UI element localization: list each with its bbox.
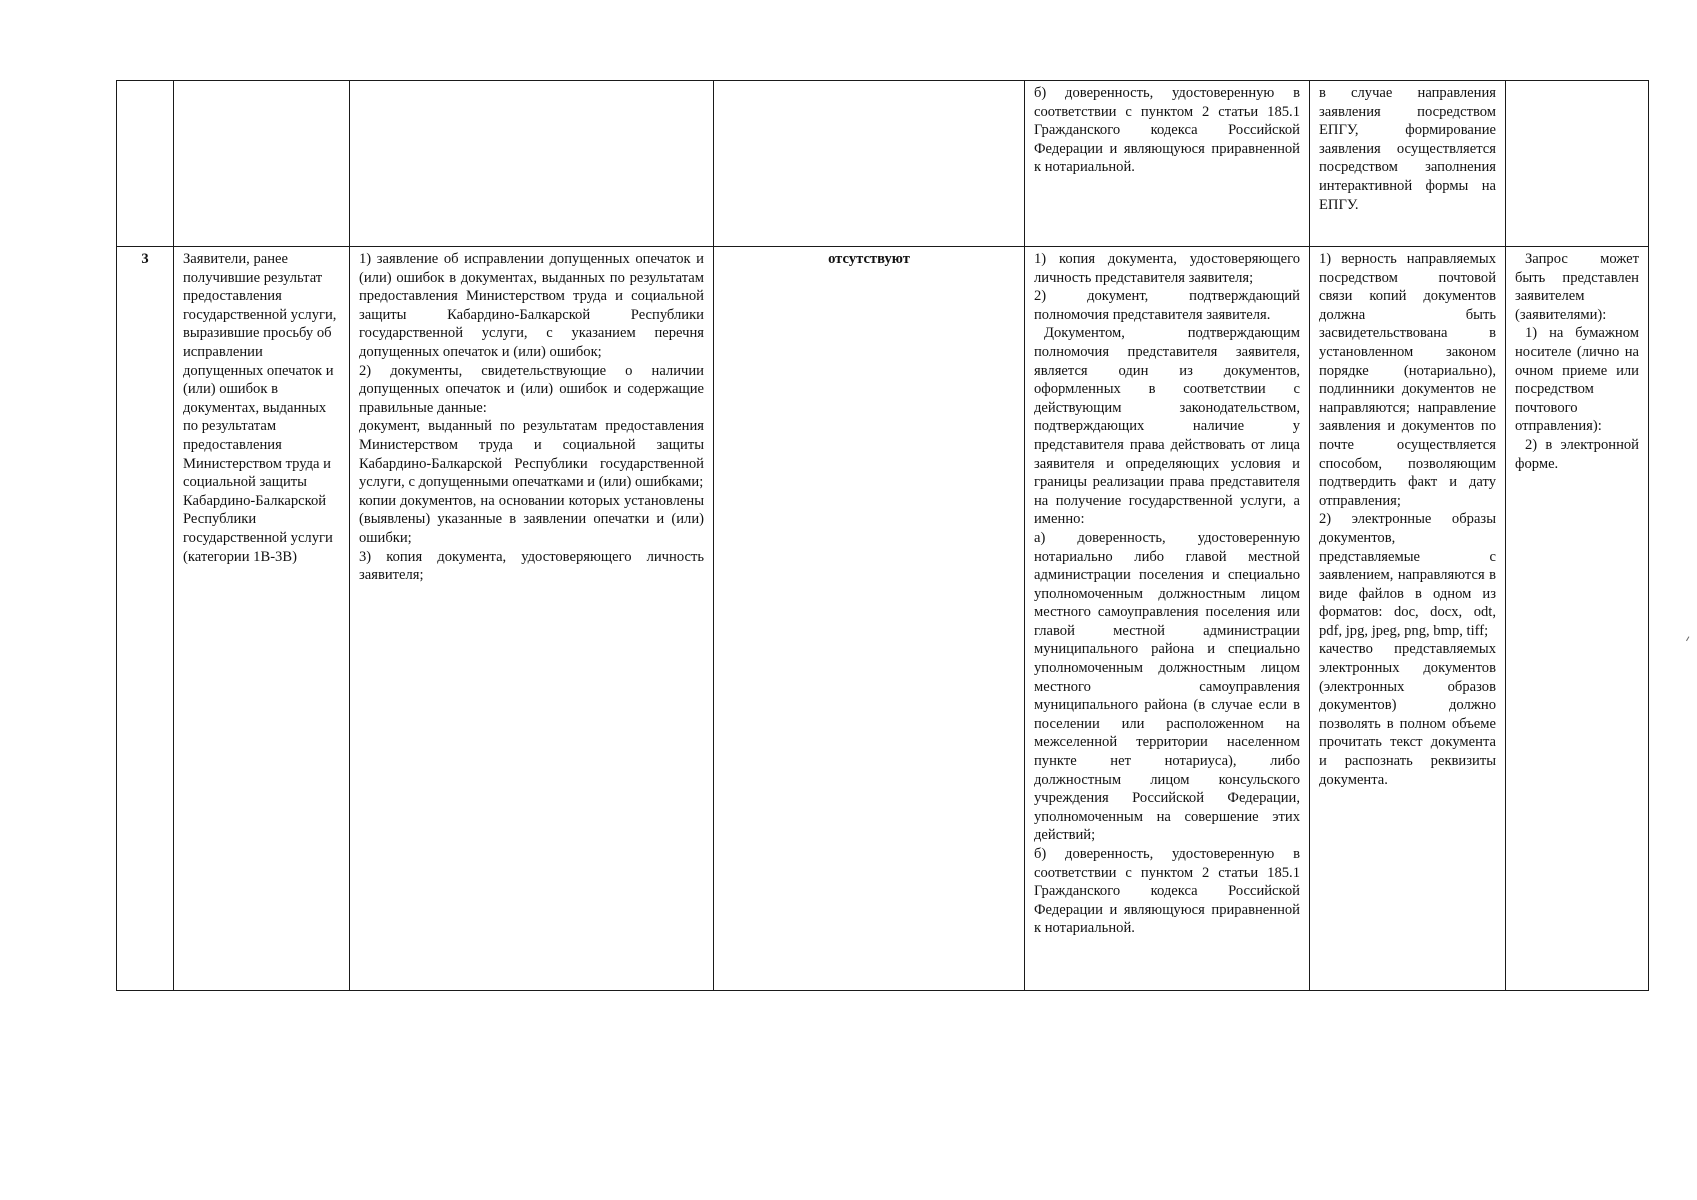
representative-item-2: 2) документ, подтверждающий полномочия представителя заявителя.	[1034, 288, 1300, 323]
applicants-category: (категории 1В-3В)	[183, 548, 297, 565]
submission-item-2: 1) на бумажном носителе (лично на очном приеме или посредством почтового отправления):	[1515, 325, 1639, 435]
cell-representative	[1025, 247, 1310, 991]
requirements-continuation-text: в случае направления заявления посредством ЕПГУ, формирование заявления осуществляется посредством заполнения интерактивной формы на ЕПГУ.	[1319, 85, 1496, 213]
table-row-continuation	[117, 81, 1649, 247]
representative-continuation-text: б) доверенность, удостоверенную в соответствии с пунктом 2 статьи 185.1 Гражданского кодекса Российской Федерации и являющуюся приравненной к нотариальной.	[1034, 85, 1300, 176]
requirements-item-2: 2) электронные образы документов, представляемые с заявлением, направляются в виде файлов в одном из форматов: doc, docx, odt, pdf, jpg, jpeg, png, bmp, tiff;	[1319, 511, 1496, 639]
requirements-item-1: 1) верность направляемых посредством почтовой связи копий документов должна быть засвидетельствована в установленном законом порядке (нотариально), подлинники документов не направляются; направление заявления и документов по почте осуществляется способом, позволяющим подтвердить факт и дату отправления;	[1319, 251, 1496, 509]
cell-col4	[714, 247, 1025, 991]
representative-item-5: б) доверенность, удостоверенную в соответствии с пунктом 2 статьи 185.1 Гражданского кодекса Российской Федерации и являющуюся приравненной к нотариальной.	[1034, 846, 1300, 937]
cell-submission	[1506, 247, 1649, 991]
cell-number-empty	[117, 81, 174, 247]
documents-item-5: 3) копия документа, удостоверяющего личность заявителя;	[359, 548, 704, 584]
representative-item-4: а) доверенность, удостоверенную нотариально либо главой местной администрации поселения и специально уполномоченным должностным лицом местного самоуправления поселения или главой местной администрации муниципального района и специально уполномоченным должностным лицом местного самоуправления муниципального района (в случае если в поселении или расположенном на межселенной территории населенном пункте нет нотариуса), либо должностным лицом консульского учреждения Российской Федерации, уполномоченным на совершение этих действий;	[1034, 529, 1300, 844]
cell-requirements	[1310, 247, 1506, 991]
submission-item-1: Запрос может быть представлен заявителем (заявителями):	[1515, 251, 1639, 323]
applicants-text: Заявители, ранее получившие результат предоставления государственной услуги, выразившие просьбу об исправлении допущенных опечаток и (или) ошибок в документах, выданных по результатам предоставления Министерством труда и социальной защиты Кабардино-Балкарской Республики государственной услуги	[183, 251, 337, 546]
representative-item-3: Документом, подтверждающим полномочия представителя заявителя, является один из документов, оформленных в соответствии с действующим законодательством, подтверждающих наличие у представителя права действовать от лица заявителя и определяющих условия и границы реализации права представителя на получение государственной услуги, а именно:	[1034, 325, 1300, 528]
cell-documents	[350, 247, 714, 991]
col4-value: отсутствуют	[828, 251, 910, 267]
cell-row-number	[117, 247, 174, 991]
table-row-3	[117, 247, 1649, 991]
cell-documents-empty	[350, 81, 714, 247]
cell-representative-continuation	[1025, 81, 1310, 247]
cell-submission-empty	[1506, 81, 1649, 247]
cell-applicants	[174, 247, 350, 991]
requirements-item-3: качество представляемых электронных документов (электронных образов документов) должно позволять в полном объеме прочитать текст документа и распознать реквизиты документа.	[1319, 641, 1496, 788]
row-number: 3	[141, 251, 149, 267]
submission-item-3: 2) в электронной форме.	[1515, 436, 1639, 472]
representative-item-1: 1) копия документа, удостоверяющего личность представителя заявителя;	[1034, 251, 1300, 286]
cell-col4-empty	[714, 81, 1025, 247]
documents-item-2: 2) документы, свидетельствующие о наличии допущенных опечаток и (или) ошибок и содержащие правильные данные:	[359, 362, 704, 416]
document-table	[116, 80, 1649, 991]
documents-item-3: документ, выданный по результатам предоставления Министерством труда и социальной защиты Кабардино-Балкарской Республики государственной услуги, с допущенными опечатками и (или) ошибками;	[359, 418, 704, 491]
documents-item-4: копии документов, на основании которых установлены (выявлены) указанные в заявлении опечатки и (или) ошибки;	[359, 492, 704, 546]
documents-item-1: 1) заявление об исправлении допущенных опечаток и (или) ошибок в документах, выданных по результатам предоставления Министерством труда и социальной защиты Кабардино-Балкарской Республики государственной услуги, с указанием перечня допущенных опечаток и (или) ошибок;	[359, 251, 704, 360]
cell-applicants-empty	[174, 81, 350, 247]
scan-mark	[1686, 636, 1692, 642]
cell-requirements-continuation	[1310, 81, 1506, 247]
